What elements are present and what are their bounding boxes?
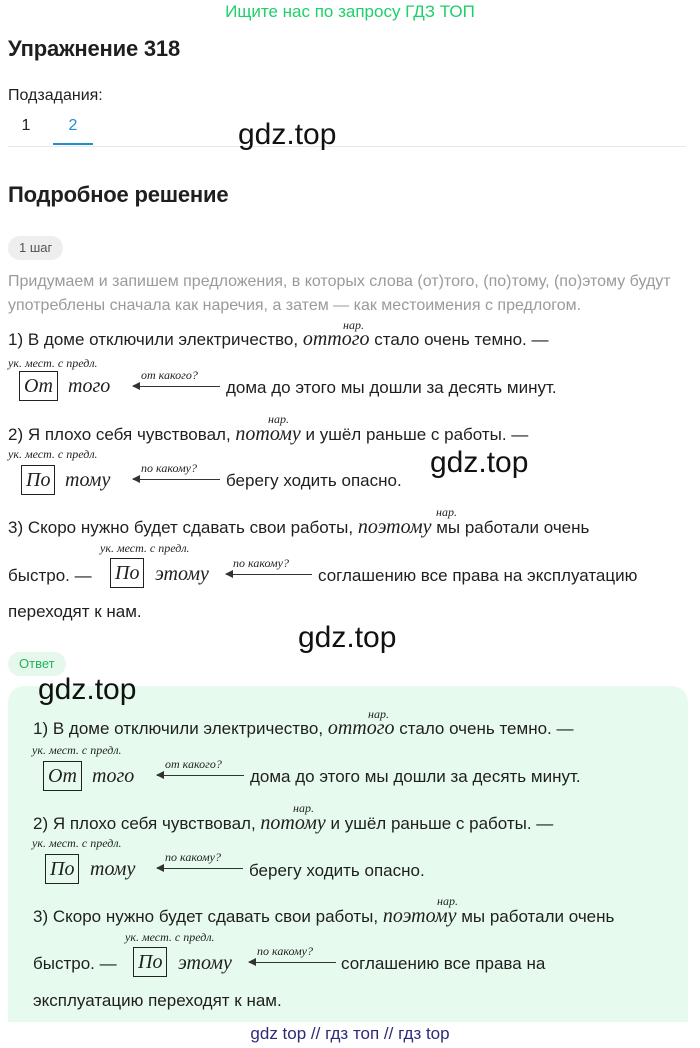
- answer-sentence-2: [33, 812, 553, 835]
- arrow-left-icon: [157, 868, 243, 869]
- pronoun-mark: ук. мест. с предл.: [8, 356, 98, 370]
- arrow-left-icon: [226, 574, 312, 575]
- sentence-tail: дома до этого мы дошли за десять минут.: [250, 767, 581, 786]
- adverb-mark: нар.: [368, 707, 389, 721]
- sentence-3: [8, 516, 589, 539]
- question-label: от какого?: [141, 368, 198, 382]
- watermark: gdz.top: [298, 621, 397, 654]
- page-title: Упражнение 318: [8, 36, 180, 61]
- adverb-mark: нар.: [437, 894, 458, 908]
- preposition-box: По: [110, 558, 144, 588]
- question-label: по какому?: [141, 461, 197, 475]
- pronoun-word: этому: [178, 952, 232, 974]
- question-label: по какому?: [165, 850, 221, 864]
- answer-badge: Ответ: [8, 652, 66, 676]
- arrow-left-icon: [133, 479, 220, 480]
- adverb-mark: нар.: [268, 412, 289, 426]
- sentence-text: 3) Скоро нужно будет сдавать свои работы,: [33, 907, 379, 926]
- pronoun-mark: ук. мест. с предл.: [100, 541, 190, 555]
- pronoun-word: тому: [65, 469, 111, 491]
- adverb-mark: нар.: [293, 801, 314, 815]
- question-label: по какому?: [257, 944, 313, 958]
- sentence-tail: берегу ходить опасно.: [249, 861, 425, 880]
- sentence-tail: берегу ходить опасно.: [226, 471, 402, 490]
- sentence-text: мы работали очень: [436, 518, 590, 537]
- pronoun-word: тому: [90, 858, 136, 880]
- sentence-text: 1) В доме отключили электричество,: [33, 719, 324, 738]
- sentence-text: и ушёл раньше с работы. —: [330, 814, 554, 833]
- solution-intro: Придумаем и запишем предложения, в которых слова (от)того, (по)тому, (по)этому будут употреблены сначала как наречия, а затем — как местоимения с предлогом.: [8, 273, 671, 314]
- adverb-word: оттого: [327, 717, 395, 739]
- sentence-text: стало очень темно. —: [374, 330, 549, 349]
- sentence-lead: быстро. —: [33, 954, 117, 973]
- sentence-tail: переходят к нам.: [8, 602, 142, 621]
- sentence-2: [8, 423, 528, 446]
- pronoun-mark: ук. мест. с предл.: [8, 447, 98, 461]
- answer-sentence-3: [33, 905, 614, 928]
- watermark: gdz.top: [430, 446, 529, 479]
- sentence-tail: соглашению все права на: [341, 954, 546, 973]
- pronoun-word: того: [92, 765, 135, 787]
- pronoun-mark: ук. мест. с предл.: [32, 743, 122, 757]
- adverb-mark: нар.: [436, 505, 457, 519]
- divider: [8, 146, 686, 147]
- preposition-box: По: [21, 465, 55, 495]
- sentence-tail: эксплуатацию переходят к нам.: [33, 991, 282, 1010]
- tab-subtask-2[interactable]: 2: [53, 117, 93, 145]
- pronoun-word: того: [68, 375, 111, 397]
- pronoun-word: этому: [155, 563, 209, 585]
- sentence-tail: соглашению все права на эксплуатацию: [318, 566, 638, 585]
- step-badge: 1 шаг: [8, 236, 63, 260]
- footer-links[interactable]: gdz top // гдз топ // гдз top: [250, 1024, 450, 1043]
- adverb-mark: нар.: [343, 318, 364, 332]
- pronoun-mark: ук. мест. с предл.: [32, 836, 122, 850]
- search-banner[interactable]: Ищите нас по запросу ГДЗ ТОП: [225, 2, 475, 21]
- sentence-text: 2) Я плохо себя чувствовал,: [8, 425, 231, 444]
- preposition-box: По: [133, 947, 167, 977]
- watermark: gdz.top: [238, 118, 337, 151]
- arrow-left-icon: [133, 386, 220, 387]
- question-label: от какого?: [165, 757, 222, 771]
- answer-sentence-1: [33, 717, 574, 740]
- adverb-word: потому: [235, 423, 301, 445]
- preposition-box: От: [43, 761, 82, 791]
- sentence-text: и ушёл раньше с работы. —: [305, 425, 529, 444]
- tab-subtask-1[interactable]: 1: [21, 117, 31, 134]
- subtasks-label: Подзадания:: [8, 87, 103, 104]
- adverb-word: поэтому: [382, 905, 457, 927]
- watermark: gdz.top: [38, 673, 137, 706]
- sentence-lead: быстро. —: [8, 566, 92, 585]
- sentence-tail: дома до этого мы дошли за десять минут.: [226, 378, 557, 397]
- sentence-text: мы работали очень: [461, 907, 615, 926]
- preposition-box: По: [45, 854, 79, 884]
- sentence-1: [8, 328, 549, 351]
- preposition-box: От: [19, 371, 58, 401]
- arrow-left-icon: [157, 775, 244, 776]
- sentence-text: 2) Я плохо себя чувствовал,: [33, 814, 256, 833]
- sentence-text: 3) Скоро нужно будет сдавать свои работы,: [8, 518, 354, 537]
- sentence-text: 1) В доме отключили электричество,: [8, 330, 299, 349]
- solution-title: Подробное решение: [8, 182, 229, 207]
- adverb-word: оттого: [302, 328, 370, 350]
- adverb-word: потому: [260, 812, 326, 834]
- arrow-left-icon: [249, 962, 336, 963]
- sentence-text: стало очень темно. —: [399, 719, 574, 738]
- question-label: по какому?: [233, 556, 289, 570]
- pronoun-mark: ук. мест. с предл.: [125, 930, 215, 944]
- adverb-word: поэтому: [357, 516, 432, 538]
